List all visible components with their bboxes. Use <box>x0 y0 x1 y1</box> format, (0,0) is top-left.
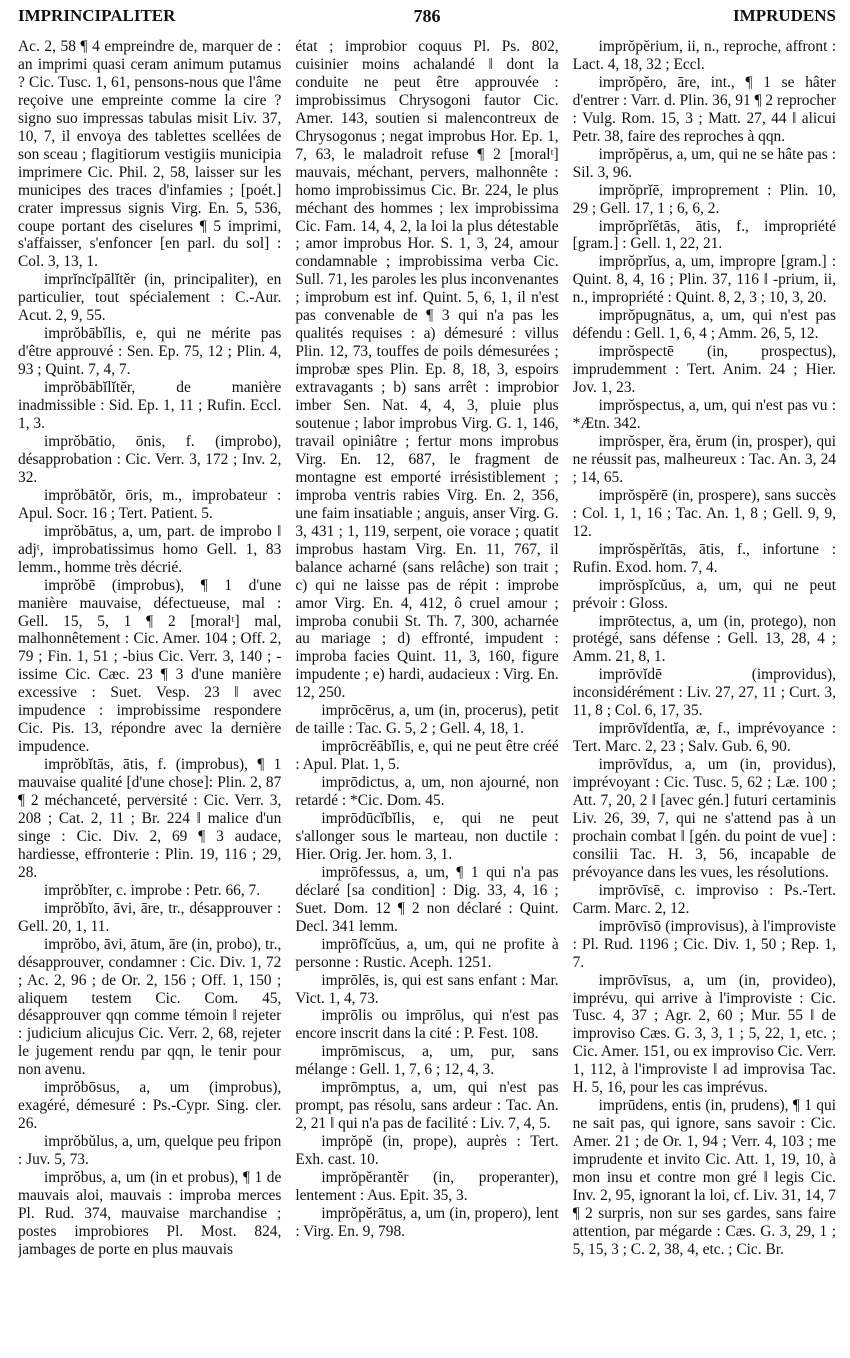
column-2 <box>295 38 558 1354</box>
entry-improspicuus: imprŏspĭcŭus, a, um, qui ne peut prévoir : Gloss. <box>572 576 836 612</box>
entry-improbosus: imprŏbōsus, a, um (improbus), exagéré, démesuré : Ps.-Cypr. Sing. cler. 26. <box>18 1079 282 1133</box>
entry-improdictus: imprōdictus, a, um, non ajourné, non retardé : *Cic. Dom. 45. <box>295 774 559 810</box>
entry-improsperitas: imprŏspĕrĭtās, ātis, f., infortune : Rufin. Exod. hom. 7, 4. <box>572 540 836 576</box>
entry-continuation: état ; improbior coquus Pl. Ps. 802, cuisinier moins achalandé ‖ dont la conduite ne peut être approuvée : improbissimus Chrysogoni fautor Cic. Amer. 143, soutien si malencontreux de Chrysogonus ; negat improbus Hor. Ep. 1, 7, 63, le maladroit refuse ¶ 2 [moralᵗ] mauvais, méchant, pervers, malhonnête : homo improbissimus Cic. Br. 224, le plus méchant des hommes ; lex improbissima Cic. Fam. 14, 4, 2, la loi la plus détestable ; amor improbus Hor. S. 1, 3, 24, amour condamnable ; improbissima verba Cic. Sull. 71, les paroles les plus inconvenantes ; improbum est inf. Quint. 5, 6, 1, il n'est pas convenable de ¶ 3 qui n'a pas les qualités requises : a) démesuré : villus Plin. 12, 73, touffes de poils démesurées ; improbæ spes Plin. Ep. 8, 18, 3, espoirs extravagants ; b) sans arrêt : improbior imber Sen. Nat. 4, 4, 3, pluie plus soutenue ; labor improbus Virg. G. 1, 146, travail opiniâtre ; fertur mons improbus Virg. En. 12, 687, le fragment de montagne est emporté irrésistiblement ; improba ventris rabies Virg. En. 2, 356, une faim insatiable ; anguis, anser Virg. G. 3, 431 ; 1, 119, serpent, oie vorace ; quatit improbus hastam Virg. En. 11, 767, il balance acharné (sans relâche) son trait ; c) qui ne laisse pas de répit : improbe amor Virg. En. 4, 412, ô cruel amour ; improba conubii St. Th. 7, 300, acharnée au mariage ; d) effronté, impudent : improba facies Quint. 11, 3, 160, figure impudente ; e) hardi, audacieux : Virg. En. 12, 250. <box>295 38 559 702</box>
right-running-head: IMPRUDENS <box>733 6 836 25</box>
entry-improbabilis: imprŏbābĭlis, e, qui ne mérite pas d'être approuvé : Sen. Ep. 75, 12 ; Plin. 4, 93 ; Quint. 7, 4, 7. <box>18 325 282 379</box>
page-number: 786 <box>413 6 441 26</box>
entry-improlis: imprōlis ou imprōlus, qui n'est pas encore inscrit dans la cité : P. Fest. 108. <box>295 1007 559 1043</box>
entry-improbo: imprŏbo, āvi, ātum, āre (in, probo), tr., désapprouver, condamner : Cic. Div. 1, 72 ; Ac. 2, 96 ; de Or. 2, 156 ; Off. 1, 150 ; aliquem testem Cic. Com. 45, désapprouver qqn comme témoin ‖ rejeter : judicium alicujus Cic. Verr. 2, 68, rejeter le jugement rendu par qqn, le tenir pour non avenu. <box>18 935 282 1079</box>
entry-imprudens: imprūdens, entis (in, prudens), ¶ 1 qui ne sait pas, qui ignore, sans savoir : Cic. Amer. 21 ; de Or. 1, 94 ; Verr. 4, 103 ; me imprudente et invito Cic. Att. 1, 19, 10, à mon insu et contre mon gré ‖ legis Cic. Inv. 2, 95, ignorant la loi, cf. Liv. 31, 14, 7 ¶ 2 surpris, non sur ses gardes, sans faire attention, par mégarde : Cæs. G. 3, 29, 1 ; 5, 15, 3 ; C. 2, 38, 4, etc. ; Cic. Br. <box>572 1097 836 1258</box>
entry-improspectus: imprŏspectus, a, um, qui n'est pas vu : *Ætn. 342. <box>572 397 836 433</box>
entry-improbatus: imprŏbātus, a, um, part. de improbo ‖ adjᵗ, improbatissimus homo Gell. 1, 83 lemm., homme très décrié. <box>18 522 282 576</box>
entry-improbulus: imprŏbŭlus, a, um, quelque peu fripon : Juv. 5, 73. <box>18 1133 282 1169</box>
dictionary-columns <box>18 38 836 1354</box>
entry-improvidus: imprōvĭdus, a, um (in, providus), imprévoyant : Cic. Tusc. 5, 62 ; Læ. 100 ; Att. 7, 20, 2 ‖ [avec gén.] futuri certaminis Liv. 26, 39, 7, qui ne s'attend pas à un prochain combat ‖ [gén. du point de vue] : consilii Tac. H. 3, 56, incapable de prévoyance dans les vues, les résolutions. <box>572 756 836 881</box>
entry-improcreabilis: imprōcrĕābĭlis, e, qui ne peut être créé : Apul. Plat. 1, 5. <box>295 738 559 774</box>
entry-improbus: imprŏbus, a, um (in et probus), ¶ 1 de mauvais aloi, mauvais : improba merces Pl. Rud. 374, mauvaise marchandise ; postes improbiores Pl. Most. 824, jambages de porte en plus mauvais <box>18 1169 282 1258</box>
entry-improvise: imprōvīsē, c. improviso : Ps.-Tert. Carm. Marc. 2, 12. <box>572 881 836 917</box>
entry-continuation: Ac. 2, 58 ¶ 4 empreindre de, marquer de : an imprimi quasi ceram animum putamus ? Cic. Tusc. 1, 61, pensons-nous que l'âme reçoive une empreinte comme la cire ? signo suo impressas tabulas misit Liv. 37, 10, 7, il envoya des tablettes scellées de son sceau ; flagitiorum vestigiis municipia imprimere Cic. Phil. 2, 58, laisser sur les municipes des traces d'infamies ; [poét.] crater impressus signis Virg. En. 5, 536, coupe portant des ciselures ¶ 5 imprimi, s'affaisser, s'enfoncer [en parl. du sol] : Col. 3, 13, 1. <box>18 38 282 271</box>
entry-improbito: imprŏbĭto, āvi, āre, tr., désapprouver : Gell. 20, 1, 11. <box>18 899 282 935</box>
left-running-head: IMPRINCIPALITER <box>18 6 176 25</box>
entry-improviso: imprōvīsō (improvisus), à l'improviste : Pl. Rud. 1196 ; Cic. Div. 1, 50 ; Rep. 1, 7. <box>572 917 836 971</box>
column-3 <box>573 38 836 1354</box>
page-header <box>18 6 836 30</box>
entry-improtectus: imprōtectus, a, um (in, protego), non protégé, sans défense : Gell. 13, 28, 4 ; Amm. 21, 8, 1. <box>572 612 836 666</box>
entry-improvidentia: imprōvĭdentĭa, æ, f., imprévoyance : Tert. Marc. 2, 23 ; Salv. Gub. 6, 90. <box>572 720 836 756</box>
entry-improsper: imprŏsper, ĕra, ĕrum (in, prosper), qui ne réussit pas, malheureux : Tac. An. 3, 24 ; 14, 65. <box>572 432 836 486</box>
entry-impromiscus: imprōmiscus, a, um, pur, sans mélange : Gell. 1, 7, 6 ; 12, 4, 3. <box>295 1043 559 1079</box>
entry-improprietas: imprŏprĭĕtās, ātis, f., impropriété [gram.] : Gell. 1, 22, 21. <box>572 217 836 253</box>
entry-improvisus: imprōvīsus, a, um (in, provideo), imprévu, qui arrive à l'improviste : Cic. Tusc. 4, 37 ; Agr. 2, 60 ; Mur. 55 ‖ de improviso Cæs. G. 3, 3, 1 ; 5, 22, 1, etc. ; Cic. Amer. 151, ou ex improviso Cic. Verr. 1, 112, à l'improviste ‖ ad improvisa Tac. H. 5, 16, pour les cas imprévus. <box>572 971 836 1097</box>
entry-improprius: imprŏprĭus, a, um, impropre [gram.] : Quint. 8, 4, 16 ; Plin. 37, 116 ‖ -prium, ii, n., impropriété : Quint. 8, 2, 3 ; 10, 3, 20. <box>572 253 836 307</box>
entry-improbator: imprŏbātŏr, ōris, m., improbateur : Apul. Socr. 16 ; Tert. Patient. 5. <box>18 486 282 522</box>
entry-impromptus: imprōmptus, a, um, qui n'est pas prompt, pas résolu, sans ardeur : Tac. An. 2, 21 ‖ qui n'a pas de facilité : Liv. 7, 4, 5. <box>295 1079 559 1133</box>
entry-improbatio: imprŏbātio, ōnis, f. (improbo), désapprobation : Cic. Verr. 3, 172 ; Inv. 2, 32. <box>18 432 282 486</box>
entry-impropero: imprŏpĕro, āre, int., ¶ 1 se hâter d'entrer : Varr. d. Plin. 36, 91 ¶ 2 reprocher : Vulg. Rom. 15, 3 ; Matt. 27, 44 ‖ alicui Petr. 38, faire des reproches à qqn. <box>572 73 836 145</box>
entry-improficuus: imprōfĭcŭus, a, um, qui ne profite à personne : Rustic. Aceph. 1251. <box>295 935 559 971</box>
entry-improcerus: imprōcērus, a, um (in, procerus), petit de taille : Tac. G. 5, 2 ; Gell. 4, 18, 1. <box>295 702 559 738</box>
entry-improles: imprōlēs, is, qui est sans enfant : Mar. Vict. 1, 4, 73. <box>295 971 559 1007</box>
entry-improbabiliter: imprŏbābĭlĭtĕr, de manière inadmissible : Sid. Ep. 1, 11 ; Rufin. Eccl. 1, 3. <box>18 379 282 433</box>
entry-improspecte: imprŏspectē (in, prospectus), imprudemment : Tert. Anim. 24 ; Hier. Jov. 1, 23. <box>572 343 836 397</box>
entry-impropugnatus: imprŏpugnātus, a, um, qui n'est pas défendu : Gell. 1, 6, 4 ; Amm. 26, 5, 12. <box>572 307 836 343</box>
entry-imprincipaliter: imprĭncĭpālĭtĕr (in, principaliter), en particulier, tout spécialement : C.-Aur. Acut. 2, 9, 55. <box>18 271 282 325</box>
column-1 <box>18 38 281 1354</box>
entry-improperatus: imprŏpĕrātus, a, um (in, propero), lent : Virg. En. 9, 798. <box>295 1204 559 1240</box>
entry-improprie: imprŏprĭē, improprement : Plin. 10, 29 ; Gell. 17, 1 ; 6, 6, 2. <box>572 181 836 217</box>
entry-improperus: imprŏpĕrus, a, um, qui ne se hâte pas : Sil. 3, 96. <box>572 145 836 181</box>
entry-improbe: imprŏbē (improbus), ¶ 1 d'une manière mauvaise, défectueuse, mal : Gell. 15, 5, 1 ¶ 2 [moralᵗ] mal, malhonnêtement : Cic. Amer. 104 ; Off. 2, 79 ; Fin. 1, 51 ; -bius Cic. Verr. 3, 140 ; -issime Cic. Cæc. 23 ¶ 3 d'une manière excessive : Suet. Vesp. 23 ‖ avec impudence : improbissime respondere Cic. Pis. 13, répondre avec la dernière impudence. <box>18 576 282 756</box>
entry-improperium: imprŏpĕrium, ii, n., reproche, affront : Lact. 4, 18, 32 ; Eccl. <box>572 38 836 73</box>
entry-improperanter: imprŏpĕrantĕr (in, properanter), lentement : Aus. Epit. 35, 3. <box>295 1169 559 1204</box>
entry-improper: imprŏpĕ (in, prope), auprès : Tert. Exh. cast. 10. <box>295 1133 559 1169</box>
entry-improvide: imprōvĭdē (improvidus), inconsidérément : Liv. 27, 27, 11 ; Curt. 3, 11, 8 ; Col. 6, 17, 35. <box>572 666 836 720</box>
entry-improfessus: imprōfessus, a, um, ¶ 1 qui n'a pas déclaré [sa condition] : Dig. 33, 4, 16 ; Suet. Dom. 12 ¶ 2 non déclaré : Quint. Decl. 341 lemm. <box>295 863 559 935</box>
entry-improbiter: imprŏbĭter, c. improbe : Petr. 66, 7. <box>44 881 261 899</box>
entry-improbitas: imprŏbĭtās, ātis, f. (improbus), ¶ 1 mauvaise qualité [d'une chose]: Plin. 2, 87 ¶ 2 méchanceté, perversité : Cic. Verr. 3, 208 ; Cat. 2, 11 ; Br. 224 ‖ malice d'un singe : Cic. Div. 2, 69 ¶ 3 audace, hardiesse, effronterie : Plin. 19, 116 ; 29, 28. <box>18 756 282 881</box>
entry-improspere: imprŏspĕrē (in, prospere), sans succès : Col. 1, 1, 16 ; Tac. An. 1, 8 ; Gell. 9, 9, 12. <box>572 486 836 540</box>
entry-improducibilis: imprōdūcĭbĭlis, e, qui ne peut s'allonger sous le marteau, non ductile : Hier. Orig. Jer. hom. 3, 1. <box>295 809 559 863</box>
